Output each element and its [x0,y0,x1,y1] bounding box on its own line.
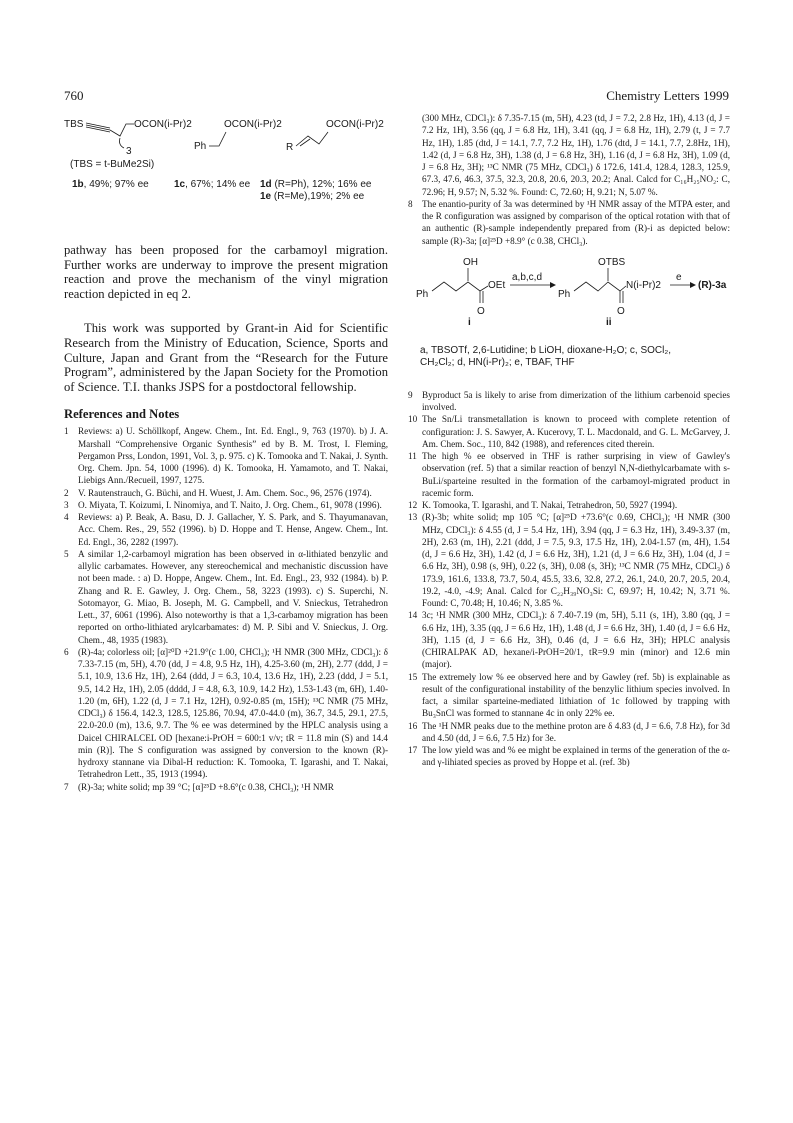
note-15: 15 The extremely low % ee observed here and by Gawley (ref. 5b) is explainable as result of the configurational instability of the benzylic lithium species involved. In fact, a similar sparteine-mediated lithiation of 1c followed by trapping with Bu₃SnCl was formed to stannane 4c in only 22% ee. [408,671,730,719]
label-ii: ii [606,316,612,328]
oet-label: OEt [488,279,506,291]
journal-title: Chemistry Letters 1999 [606,88,729,103]
note-1: 1 Reviews: a) U. Schöllkopf, Angew. Chem., Int. Ed. Engl., 9, 763 (1970). b) J. A. Marshall “Comprehensive Organic Synthesis” ed by B. M. Trost, I. Fleming, Pergamon Prss, London, 1991, Vol. 3, p. 975. c) K. Tomooka and T. Nakai, J. Synth. Org. Chem. Jpn. 54, 1000 (1996). d) K. Tomooka, H. Yamamoto, and T. Nakai, Liebigs Ann./Recueil, 1997, 1275. [64,426,388,486]
note-2: 2 V. Rautenstrauch, G. Büchi, and H. Wuest, J. Am. Chem. Soc., 96, 2576 (1974). [64,487,372,498]
note-10: 10 The Sn/Li transmetallation is known to proceed with complete retention of configuration: J. S. Sawyer, A. Kucerovy, T. L. Macdonald, and G. L. McGarvey, J. Am. Chem. Soc., 110, 842 (1988), and references cited therein. [408,414,730,449]
subscript-3: 3 [126,146,132,157]
references-heading: References and Notes [64,407,180,422]
right-column [408,112,730,769]
ph-label-1: Ph [194,141,207,152]
compound-1d: 1d (R=Ph), 12%; 16% ee [260,179,372,190]
note-7: 7 (R)-3a; white solid; mp 39 °C; [α]²⁵D +8.6°(c 0.38, CHCl₃); ¹H NMR [64,781,334,792]
note-7-continuation: (300 MHz, CDCl₃): δ 7.35-7.15 (m, 5H), 4.23 (td, J = 7.2, 2.8 Hz, 1H), 4.13 (d, J = 7.2 Hz, 1H), 3.56 (qq, J = 6.8 Hz, 1H), 3.41 (qq, J = 6.8 Hz, 1H), 2.79 (t, J = 7.7 Hz, 1H), 1.85 (dtd, J = 14.1, 7.7, 7.2 Hz, 1H), 1.76 (dtd, J = 14.1, 7.7, 2.8Hz, 1H), 1.42 (d, J = 6.8 Hz, 3H), 1.38 (d, J = 6.8 Hz, 3H), 1.16 (d, J = 6.8 Hz, 3H), 1.09 (d, J = 6.8 Hz, 3H); ¹³C NMR (75 MHz, CDCl₃) δ 172.6, 141.4, 128.4, 128.3, 125.9, 67.3, 47.6, 46.3, 37.5, 32.3, 20.8, 20.6, 20.3, 20.2; Anal. Calcd for C₁₆H₂₅NO₂: C, 72.96; H, 9.57; N, 5.32 %. Found: C, 72.60; H, 9.21; N, 5.07 %. [422,113,730,197]
ocon-label-2: OCON(i-Pr)2 [224,119,282,130]
page-number: 760 [64,88,84,103]
note-4: 4 Reviews: a) P. Beak, A. Basu, D. J. Gallacher, Y. S. Park, and S. Thayumanavan, Acc. Chem. Res., 29, 552 (1996). b) D. Hoppe and T. Hense, Angew. Chem., Int. Ed. Engl., 36, 2282 (1997). [64,512,388,547]
compound-1b: 1b, 49%; 97% ee [72,179,149,190]
references-list-left [64,425,388,793]
note-8: 8 The enantio-purity of 3a was determined by ¹H NMR assay of the MTPA ester, and the R configuration was assigned by comparison of the optical rotation with that of an authentic (R)-sample independently prepared from (R)-i as depicted below: sample (R)-3a; [α]²⁵D +8.9° (c 0.38, CHCl₃). [408,198,730,246]
label-i: i [468,316,471,328]
note-11: 11 The high % ee observed in THF is rather surprising in view of Gawley's observation (ref. 5) that a similar reaction of benzyl N,N-diethylcarbamate with s-BuLi/sparteine resulted in the formation of the carbamoyl-migrated product in racemic form. [408,451,730,498]
note-3: 3 O. Miyata, T. Koizumi, I. Ninomiya, and T. Naito, J. Org. Chem., 61, 9078 (1996). [64,499,382,510]
amide-n-label: N(i-Pr)2 [626,279,661,291]
oh-label: OH [463,256,478,268]
scheme-caption-line-2: CH₂Cl₂; d, HN(i-Pr)₂; e, TBAF, THF [420,356,575,368]
acknowledgement-paragraph: This work was supported by Grant-in Aid for Scientific Research from the Ministry of Education, Science, Sports and Culture, Japan and Grant from the “Research for the Future Program”, administered by the Japan Society for the Promotion of Science. T.I. thanks JSPS for a postdoctoral fellowship. [64,321,388,394]
references-list-right [408,389,730,769]
note-6: 6 (R)-4a; colorless oil; [α]²⁰D +21.9°(c 1.00, CHCl₃); ¹H NMR (300 MHz, CDCl₃): δ 7.33-7.15 (m, 5H), 4.70 (dd, J = 4.8, 9.5 Hz, 1H), 4.25-3.60 (m, 2H), 2.77 (ddd, J = 5.1, 10.9, 13.6 Hz, 1H), 2.64 (ddd, J = 6.3, 10.4, 13.6 Hz, 1H), 2.23 (ddd, J = 5.1, 9.5, 14.2 Hz, 1H), 2.05 (dddd, J = 4.8, 6.3, 10.9, 14.2 Hz), 1.53-1.43 (m, 6H), 1.40-1.20 (m, 6H), 1.22 (d, J = 7.1 Hz, 12H), 0.92-0.85 (m, 15H); ¹³C NMR (75 MHz, CDCl₃) δ 156.4, 142.3, 128.5, 125.86, 70.94, 47.0-44.0 (m), 36.7, 34.5, 29.1, 27.5, 22.0-20.0 (m), 13.6, 9.7. The % ee was determined by the HPLC analysis using a Daicel CHIRALCEL OD [hexane:i-PrOH = 600:1 v/v; tR = 11.8 min (S) and 14.4 min (R)]. The S configuration was assigned by conversion to the known (R)-hydroxy stannane via Dibal-H reduction: K. Tomooka, T. Igarashi, and T. Nakai, Tetrahedron Lett., 35, 1913 (1994). [64,646,388,780]
note-14: 14 3c; ¹H NMR (300 MHz, CDCl₃): δ 7.40-7.19 (m, 5H), 5.11 (s, 1H), 3.80 (qq, J = 6.6 Hz, 1H), 3.35 (qq, J = 6.6 Hz, 1H), 1.48 (d, J = 6.6 Hz, 3H), 1.40 (d, J = 6.6 Hz, 3H), 1.15 (d, J = 6.6 Hz, 3H), 0.46 (d, J = 6.6 Hz, 3H); HPLC analysis (CHIRALPAK AD, hexane/i-PrOH=20/1, tR=9.9 min (minor) and 12.6 min (major). [408,610,730,670]
reagent-e-label: e [676,271,682,283]
note-12: 12 K. Tomooka, T. Igarashi, and T. Nakai, Tetrahedron, 50, 5927 (1994). [408,500,678,510]
note-5: 5 A similar 1,2-carbamoyl migration has been observed in α-lithiated benzylic and allylic carbamates. However, any stereochemical and mechanistic discussion have not been made. : a) D. Hoppe, Angew. Chem., Int. Ed. Engl., 23, 932 (1984). b) P. Zhang and R. E. Gawley, J. Org. Chem., 58, 3223 (1993). c) S. Superchi, N. Sotomayor, G. Miao, B. Joseph, M. G. Campbell, and V. Snieckus, Tetrahedron Lett., 37, 6061 (1996). Also noteworthy is that a 1,3-carbamoy migration has been reported on ortho-lithiated arylcarbamates: d) M. P. Sibi and V. Snieckus, J. Org. Chem., 48, 1935 (1983). [64,548,388,645]
reagents-label: a,b,c,d [512,271,543,283]
ph-label-ii: Ph [558,288,571,300]
carbonyl-o-i: O [477,305,485,317]
compound-1c: 1c, 67%; 14% ee [174,179,251,190]
note-17: 17 The low yield was and % ee might be explained in terms of the generation of the α- and γ-lihiated species as proved by Hoppe et al. (ref. 3b) [408,745,730,768]
left-column [64,112,388,793]
product-3a-label: (R)-3a [698,279,727,291]
synthesis-scheme [408,255,730,345]
body-paragraph-1: pathway has been proposed for the carbamoyl migration. Further works are underway to improve the present migration reaction and prove the mechanism of the vinyl migration reaction depicted in eq 2. [64,243,388,301]
r-label: R [286,142,294,153]
compound-structures [64,112,388,232]
tbs-definition: (TBS = t-BuMe2Si) [70,159,155,170]
otbs-label: OTBS [598,256,626,268]
compound-1e: 1e (R=Me),19%; 2% ee [260,191,365,202]
ph-label-i: Ph [416,288,429,300]
ocon-label-1: OCON(i-Pr)2 [134,119,192,130]
ocon-label-3: OCON(i-Pr)2 [326,119,384,130]
carbonyl-o-ii: O [617,305,625,317]
note-16: 16 The ¹H NMR peaks due to the methine proton are δ 4.83 (d, J = 6.6, 7.8 Hz), for 3d and 4.50 (dd, J = 6.6, 7.5 Hz) for 3e. [408,720,730,743]
tbs-label: TBS [64,119,84,130]
note-13: 13 (R)-3b; white solid; mp 105 °C; [α]²⁵D +73.6°(c 0.69, CHCl₃); ¹H NMR (300 MHz, CDCl₃): δ 4.55 (d, J = 5.4 Hz, 1H), 3.94 (qq, J = 6.3 Hz, 1H), 3.49-3.37 (m, 2H), 2.63 (m, 1H), 2.21 (ddd, J = 7.5, 9.3, 17.5 Hz, 1H), 2.04-1.57 (m, 4H), 1.54 (d, J = 6.6 Hz, 3H), 1.42 (d, J = 6.6 Hz, 3H), 1.21 (d, J = 6.6 Hz, 3H), 1.04 (d, J = 6.6 Hz, 3H), 0.98 (s, 9H), 0.22 (s, 3H), 0.08 (s, 3H); ¹³C NMR (75 MHz, CDCl₃) δ 173.9, 161.6, 133.8, 73.7, 50.4, 45.5, 33.6, 32.8, 27.2, 26.1, 24.0, 20.7, 20.5, 20.4, 19.2, -4.0, -4.9; Anal. Calcd for C₂₂H₃₉NO₃Si: C, 69.97; H, 10.42; N, 3.71 %. Found: C, 70.48; H, 10.46; N, 3.85 %. [408,512,730,608]
scheme-caption-line-1: a, TBSOTf, 2,6-Lutidine; b LiOH, dioxane-H₂O; c, SOCl₂, [420,344,672,356]
note-9: 9 Byproduct 5a is likely to arise from dimerization of the lithium carbenoid species involved. [408,389,730,412]
